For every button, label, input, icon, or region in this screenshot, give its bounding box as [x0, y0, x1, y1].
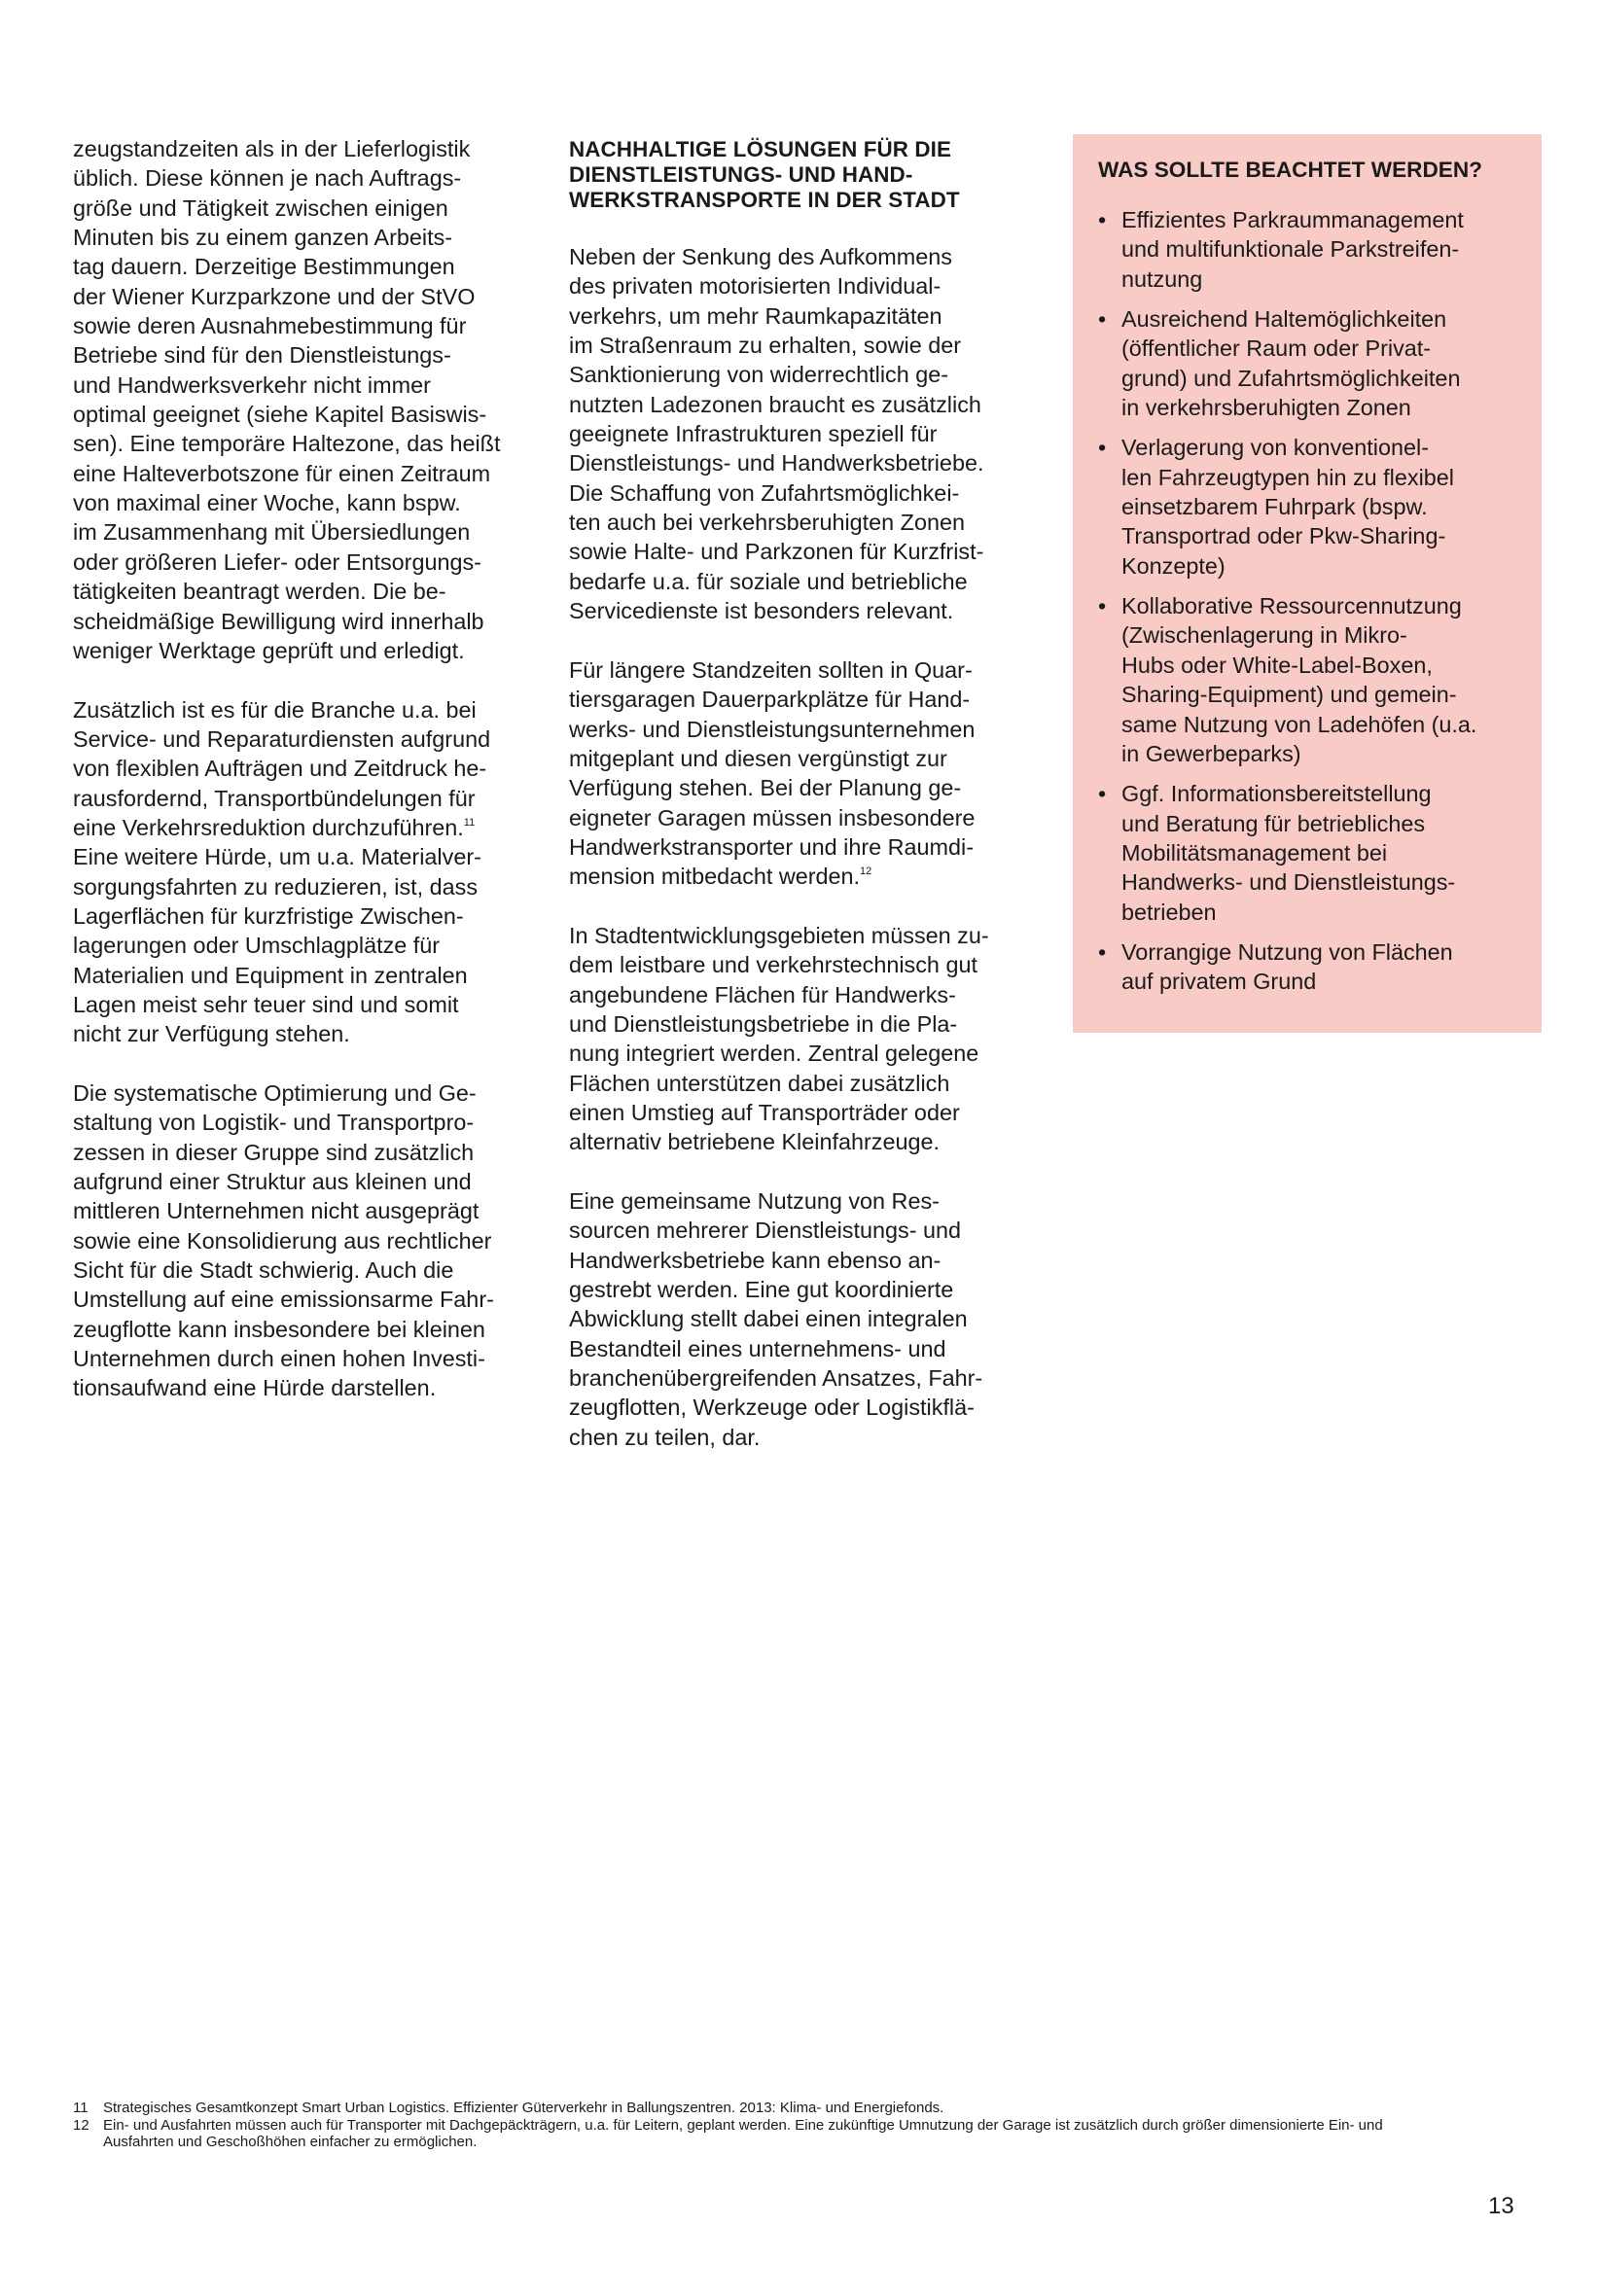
paragraph: Zusätzlich ist es für die Branche u.a. bei Service- und Reparaturdiensten aufgrund von flexiblen Aufträgen und Zeitdruck he- rausfordernd, Transportbündelungen für eine Verkehrsreduktion durchzuführen.$^{11}$ Eine weitere Hürde, um u.a. Materialver- sorgungsfahrten zu reduzieren, ist, dass Lagerflächen für kurzfristige Zwischen- lagerungen oder Umschlagplätze für Materialien und Equipment in zentralen Lagen meist sehr teuer sind und somit nicht zur Verfügung stehen. [73, 696, 491, 1047]
list-item: • Kollaborative Ressourcennutzung (Zwischenlagerung in Mikro- Hubs oder White-Label-Boxen, Sharing-Equipment) und gemein- same Nutzung von Ladehöfen (u.a. in Gewerbeparks) [1098, 593, 1477, 766]
bullet-icon: • [1098, 938, 1107, 965]
paragraph: Neben der Senkung des Aufkommens des privaten motorisierten Individual- verkehrs, um mehr Raumkapazitäten im Straßenraum zu erhalten, sowie der Sanktionierung von widerrechtlich ge- nutzten Ladezonen braucht es zusätzlich geeignete Infrastrukturen speziell für Dienstleistungs- und Handwerksbetriebe. Die Schaffung von Zufahrtsmöglichkei- ten auch bei verkehrsberuhigten Zonen sowie Halte- und Parkzonen für Kurzfrist- bedarfe u.a. für soziale und betriebliche Servicedienste ist besonders relevant. [569, 244, 984, 624]
bullet-icon: • [1098, 207, 1107, 232]
bullet-icon: • [1098, 593, 1107, 619]
footnote-text: Ein- und Ausfahrten müssen auch für Transporter mit Dachgepäckträgern, u.a. für Leitern, geplant werden. Eine zukünftige Umnutzung der Garage ist zusätzlich durch größer dimensionierte Ein- und Ausfahrten und Geschoßhöhen einfacher zu ermöglichen. [103, 2116, 1383, 2150]
footnote-ref[interactable]: 11 [463, 816, 476, 829]
list-item: • Effizientes Parkraummanagement und multifunktionale Parkstreifen- nutzung [1098, 207, 1464, 292]
bullet-icon: • [1098, 435, 1107, 461]
bullet-icon: • [1098, 781, 1107, 807]
middle-text-column [569, 134, 1036, 1481]
paragraph: Für längere Standzeiten sollten in Quar- tiersgaragen Dauerparkplätze für Hand- werks- und Dienstleistungsunternehmen mitgeplant und diesen vergünstigt zur Verfügung stehen. Bei der Planung ge- eigneter Garagen müssen insbesondere Handwerkstransporter und ihre Raumdi- mension mitbedacht werden.$^{12}$ [569, 656, 976, 890]
left-text-column [73, 134, 538, 1432]
footnote [73, 2117, 1532, 2151]
paragraph: Die systematische Optimierung und Ge- staltung von Logistik- und Transportpro- zessen in dieser Gruppe sind zusätzlich aufgrund einer Struktur aus kleinen und mittleren Unternehmen nicht ausgeprägt sowie eine Konsolidierung aus rechtlicher Sicht für die Stadt schwierig. Auch die Umstellung auf eine emissionsarme Fahr- zeugflotte kann insbesondere bei kleinen Unternehmen durch einen hohen Investi- tionsaufwand eine Hürde darstellen. [73, 1080, 494, 1401]
footnote-number: 12 [73, 2116, 89, 2134]
footnote-number: 11 [73, 2100, 89, 2116]
paragraph: In Stadtentwicklungsgebieten müssen zu- dem leistbare und verkehrstechnisch gut angebundene Flächen für Handwerks- und Dienstleistungsbetriebe in die Pla- nung integriert werden. Zentral gelegene Flächen unterstützen dabei zusätzlich einen Umstieg auf Transporträder oder alternativ betriebene Kleinfahrzeuge. [569, 922, 989, 1155]
footnote-ref[interactable]: 12 [860, 865, 872, 878]
footnote-text: Strategisches Gesamtkonzept Smart Urban Logistics. Effizienter Güterverkehr in Ballungszentren. 2013: Klima- und Energiefonds. [103, 2100, 944, 2116]
bullet-icon: • [1098, 306, 1107, 333]
info-box [1073, 134, 1542, 1033]
checklist [1098, 205, 1520, 997]
paragraph: Eine gemeinsame Nutzung von Res- sourcen mehrerer Dienstleistungs- und Handwerksbetriebe kann ebenso an- gestrebt werden. Eine gut koordinierte Abwicklung stellt dabei einen integralen Bestandteil eines unternehmens- und branchenübergreifenden Ansatzes, Fahr- zeugflotten, Werkzeuge oder Logistikflä- chen zu teilen, dar. [569, 1188, 983, 1450]
section-heading: NACHHALTIGE LÖSUNGEN FÜR DIE DIENSTLEISTUNGS- UND HAND- WERKSTRANSPORTE IN DER STADT [569, 137, 960, 212]
list-item: • Ausreichend Haltemöglichkeiten (öffentlicher Raum oder Privat- grund) und Zufahrtsmöglichkeiten in verkehrsberuhigten Zonen [1098, 306, 1461, 421]
list-item: • Ggf. Informationsbereitstellung und Beratung für betriebliches Mobilitätsmanagement bei Handwerks- und Dienstleistungs- betrieben [1098, 781, 1456, 925]
page-number: 13 [1488, 2193, 1514, 2219]
footnotes [73, 2100, 1532, 2151]
paragraph: zeugstandzeiten als in der Lieferlogistik üblich. Diese können je nach Auftrags- größe und Tätigkeit zwischen einigen Minuten bis zu einem ganzen Arbeits- tag dauern. Derzeitige Bestimmungen der Wiener Kurzparkzone und der StVO sowie deren Ausnahmebestimmung für Betriebe sind für den Dienstleistungs- und Handwerksverkehr nicht immer optimal geeignet (siehe Kapitel Basiswis- sen). Eine temporäre Haltezone, das heißt eine Halteverbotszone für einen Zeitraum von maximal einer Woche, kann bspw. im Zusammenhang mit Übersiedlungen oder größeren Liefer- oder Entsorgungs- tätigkeiten beantragt werden. Die be- scheidmäßige Bewilligung wird innerhalb weniger Werktage geprüft und erledigt. [73, 136, 501, 663]
footnote [73, 2100, 1532, 2117]
list-item: • Vorrangige Nutzung von Flächen auf privatem Grund [1098, 938, 1453, 995]
info-box-title: WAS SOLLTE BEACHTET WERDEN? [1098, 158, 1482, 182]
list-item: • Verlagerung von konventionel- len Fahrzeugtypen hin zu flexibel einsetzbarem Fuhrpark (bspw. Transportrad oder Pkw-Sharing- Konzepte) [1098, 435, 1454, 579]
